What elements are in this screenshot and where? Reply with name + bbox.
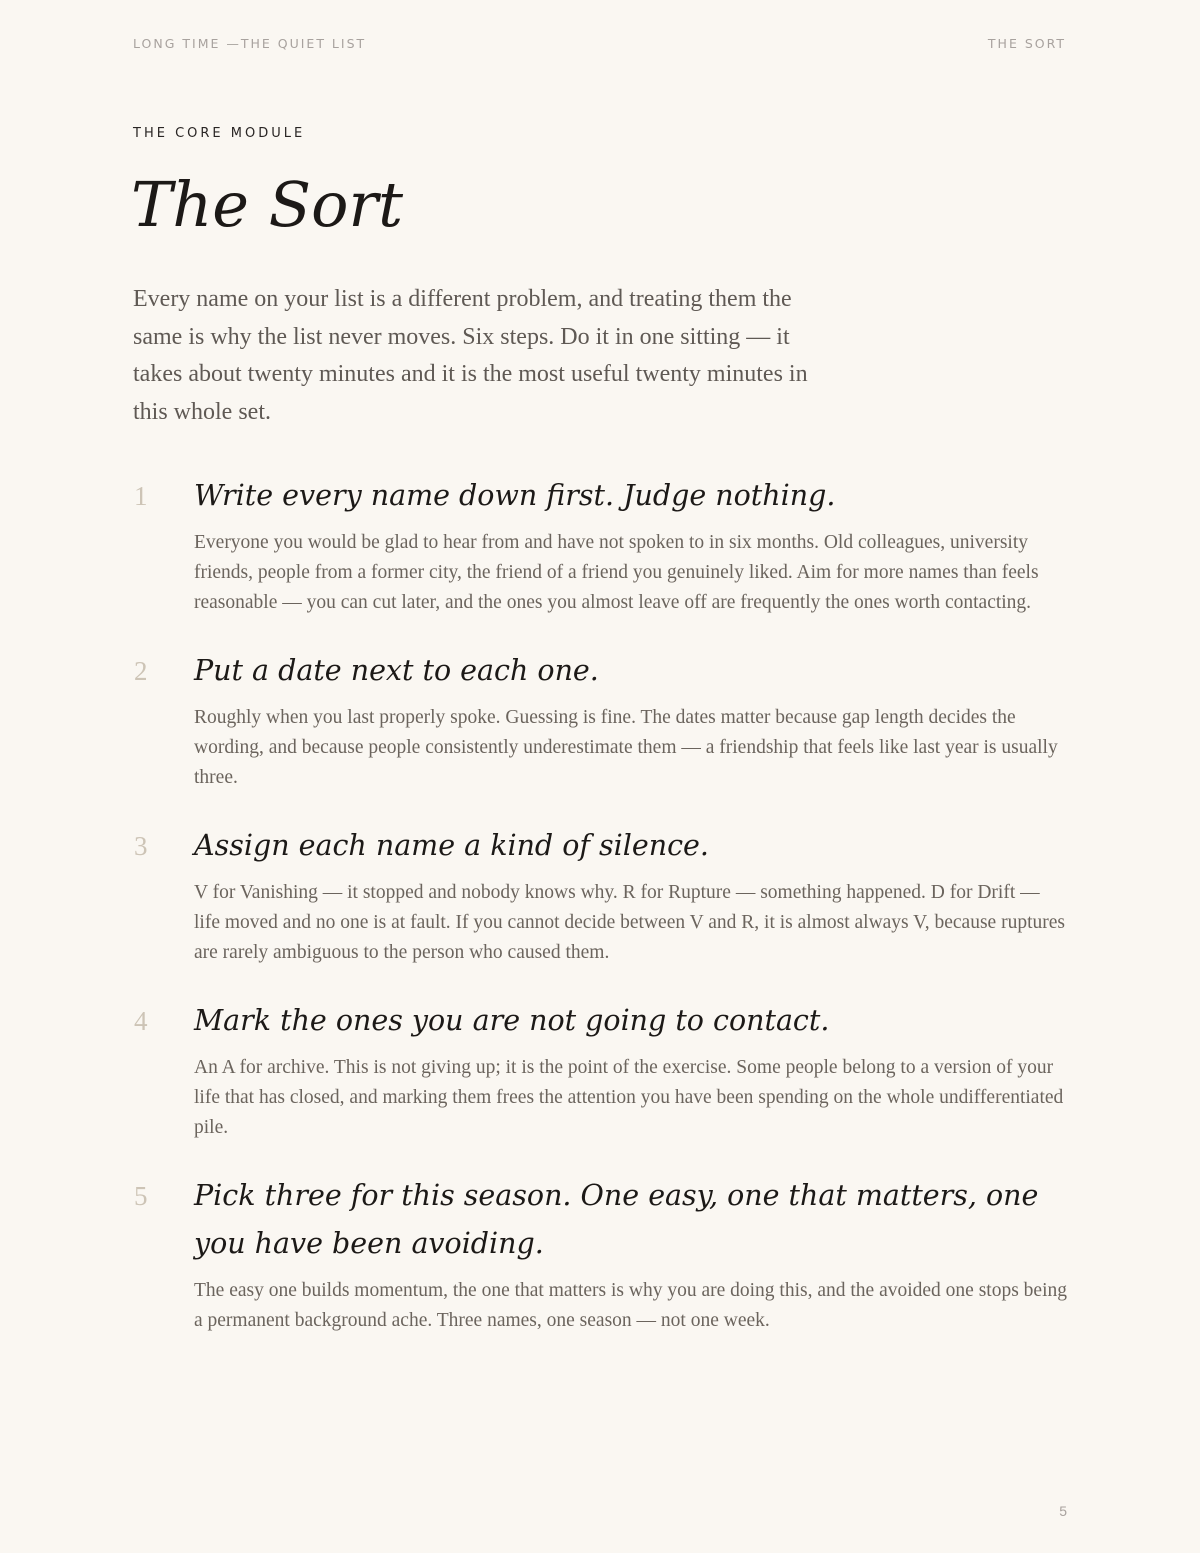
step-number: 5 [134, 1181, 148, 1211]
running-head-left: LONG TIME —THE QUIET LIST [133, 36, 367, 51]
step-item [133, 1172, 1068, 1336]
steps-list [133, 472, 1068, 1336]
section-kicker: THE CORE MODULE [133, 126, 306, 141]
step-number: 2 [134, 656, 148, 686]
step-title: Assign each name a kind of silence. [194, 829, 709, 862]
step-item [133, 822, 1068, 968]
intro-paragraph: Every name on your list is a different problem, and treating them the same is why the list never moves. Six steps. Do it in one sitting — it takes about twenty minutes and it is the most useful twenty minutes in this whole set. [133, 286, 808, 426]
page-title: The Sort [131, 168, 404, 241]
step-number: 4 [134, 1006, 148, 1036]
step-body: The easy one builds momentum, the one that matters is why you are doing this, and the avoided one stops being a permanent background ache. Three names, one season — not one week. [194, 1280, 1067, 1331]
step-body: An A for archive. This is not giving up; it is the point of the exercise. Some people belong to a version of your life that has closed, and marking them frees the attention you have been spending on the whole undifferentiated pile. [194, 1057, 1064, 1138]
step-item [133, 647, 1068, 793]
step-title: Write every name down first. Judge nothing. [194, 479, 836, 512]
step-title: Pick three for this season. One easy, one that matters, one you have been avoiding. [194, 1179, 1039, 1260]
step-item [133, 472, 1068, 618]
step-title: Put a date next to each one. [194, 654, 599, 687]
running-head-right: THE SORT [987, 36, 1066, 51]
step-number: 1 [134, 481, 148, 511]
step-body: Roughly when you last properly spoke. Guessing is fine. The dates matter because gap length decides the wording, and because people consistently underestimate them — a friendship that feels like last year is usually three. [194, 707, 1058, 788]
step-body: V for Vanishing — it stopped and nobody knows why. R for Rupture — something happened. D for Drift — life moved and no one is at fault. If you cannot decide between V and R, it is almost always V, because ruptures are rarely ambiguous to the person who caused them. [194, 882, 1065, 963]
step-body: Everyone you would be glad to hear from and have not spoken to in six months. Old colleagues, university friends, people from a former city, the friend of a friend you genuinely liked. Aim for more names than feels reasonable — you can cut later, and the ones you almost leave off are frequently the ones worth contacting. [194, 532, 1039, 613]
page-number: 5 [1059, 1503, 1067, 1519]
step-item [133, 997, 1068, 1143]
step-number: 3 [134, 831, 148, 861]
step-title: Mark the ones you are not going to contact. [194, 1004, 830, 1037]
